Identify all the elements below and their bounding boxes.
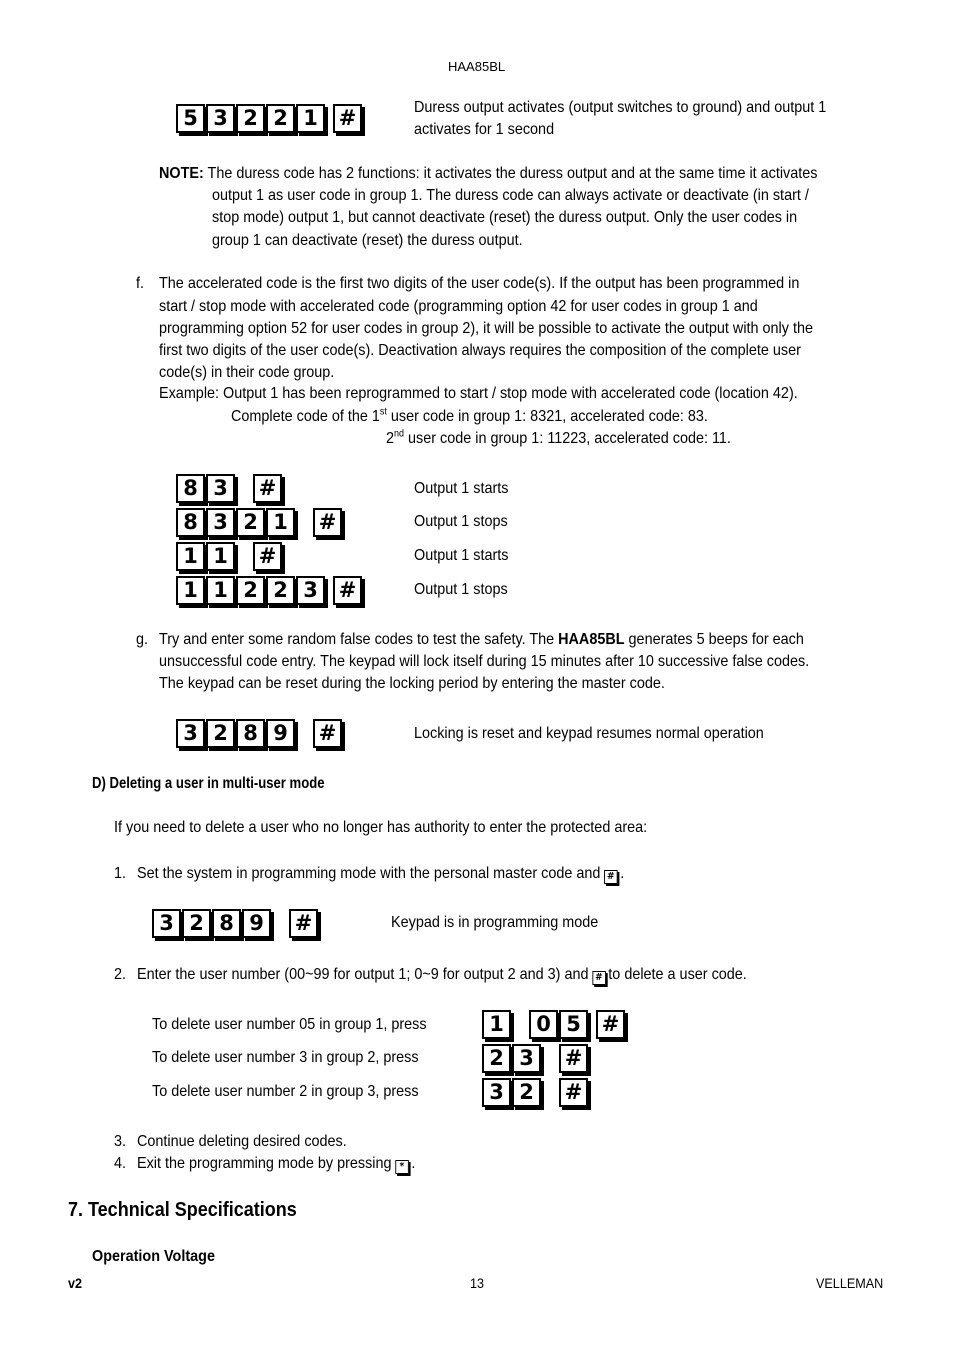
key-1: 1 (266, 508, 295, 537)
keypad-sequence-8321 (176, 508, 342, 540)
key-8: 8 (176, 474, 205, 503)
key-3: 3 (296, 576, 325, 605)
key-9: 9 (242, 909, 271, 938)
section-7-subtitle: Operation Voltage (92, 1248, 215, 1265)
key-hash: # (596, 1010, 625, 1039)
delete-row-1-label: To delete user number 05 in group 1, press (152, 1016, 427, 1033)
delete-row-3-label: To delete user number 2 in group 3, press (152, 1083, 419, 1100)
keypad-sequence-duress (176, 104, 362, 136)
key-2: 2 (236, 508, 265, 537)
key-3: 3 (206, 474, 235, 503)
hash-key-icon: # (592, 971, 606, 985)
step-4-text: Exit the programming mode by pressing * . (137, 1155, 416, 1172)
key-hash: # (313, 719, 342, 748)
item-g-line-1: Try and enter some random false codes to test the safety. The HAA85BL generates 5 beeps for each (159, 631, 804, 648)
hash-key-icon: # (604, 870, 618, 884)
key-1: 1 (176, 576, 205, 605)
key-1: 1 (482, 1010, 511, 1039)
programming-result: Keypad is in programming mode (391, 914, 599, 931)
item-f-line-3: programming option 52 for user codes in group 2), it will be possible to activate the output with only the (159, 320, 813, 337)
duress-desc-1: Duress output activates (output switches to ground) and output 1 (414, 99, 827, 116)
item-f-example-2: 2nd user code in group 1: 11223, accelerated code: 11. (386, 428, 731, 447)
key-hash: # (289, 909, 318, 938)
note-label: NOTE: (159, 165, 204, 182)
footer-brand: VELLEMAN (816, 1275, 884, 1291)
star-key-icon: * (395, 1160, 409, 1174)
key-1: 1 (206, 542, 235, 571)
key-hash: # (559, 1044, 588, 1073)
key-1: 1 (206, 576, 235, 605)
step-2-text: Enter the user number (00~99 for output 1; 0~9 for output 2 and 3) and # to delete a user code. (137, 966, 747, 983)
keypad-sequence-11 (176, 542, 282, 574)
key-hash: # (313, 508, 342, 537)
key-hash: # (559, 1078, 588, 1107)
item-f-line-5: code(s) in their code group. (159, 364, 335, 381)
key-hash: # (333, 576, 362, 605)
item-f-line-4: first two digits of the user code(s). Deactivation always requires the composition of the complete user (159, 342, 801, 359)
item-f-line-1: The accelerated code is the first two digits of the user code(s). If the output has been programmed in (159, 275, 800, 292)
key-2: 2 (266, 104, 295, 133)
footer-page-number: 13 (470, 1275, 485, 1291)
item-g-line-3: The keypad can be reset during the locking period by entering the master code. (159, 675, 665, 692)
delete-row-2-label: To delete user number 3 in group 2, press (152, 1049, 419, 1066)
item-f-line-2: start / stop mode with accelerated code (programming option 42 for user codes in group 1 and (159, 298, 758, 315)
key-2: 2 (206, 719, 235, 748)
step-1-text: Set the system in programming mode with the personal master code and # . (137, 865, 625, 882)
item-g-marker: g. (136, 631, 149, 648)
key-9: 9 (266, 719, 295, 748)
key-0: 0 (529, 1010, 558, 1039)
keypad-sequence-programming (152, 909, 318, 941)
keypad-sequence-delete-23 (482, 1044, 588, 1076)
key-5: 5 (559, 1010, 588, 1039)
section-d-title: D) Deleting a user in multi-user mode (92, 775, 325, 792)
key-hash: # (253, 542, 282, 571)
row-4-label: Output 1 stops (414, 581, 508, 598)
key-3: 3 (152, 909, 181, 938)
key-1: 1 (176, 542, 205, 571)
key-8: 8 (236, 719, 265, 748)
item-f-example-1: Complete code of the 1st user code in group 1: 8321, accelerated code: 83. (231, 406, 708, 425)
row-2-label: Output 1 stops (414, 513, 508, 530)
keypad-sequence-delete-105 (482, 1010, 625, 1042)
row-1-label: Output 1 starts (414, 480, 509, 497)
row-3-label: Output 1 starts (414, 547, 509, 564)
note-line-4: group 1 can deactivate (reset) the duress output. (212, 232, 523, 249)
key-2: 2 (236, 104, 265, 133)
step-2-number: 2. (114, 966, 127, 983)
key-2: 2 (512, 1078, 541, 1107)
item-g-line-2: unsuccessful code entry. The keypad will lock itself during 15 minutes after 10 successive false codes. (159, 653, 810, 670)
keypad-sequence-83 (176, 474, 282, 506)
key-2: 2 (266, 576, 295, 605)
keypad-sequence-master-reset (176, 719, 342, 751)
key-2: 2 (482, 1044, 511, 1073)
key-3: 3 (512, 1044, 541, 1073)
section-d-intro: If you need to delete a user who no longer has authority to enter the protected area: (114, 819, 648, 836)
item-f-example: Example: Output 1 has been reprogrammed to start / stop mode with accelerated code (location 42). (159, 385, 798, 402)
footer-version: v2 (68, 1275, 83, 1291)
keypad-sequence-delete-32 (482, 1078, 588, 1110)
step-4-number: 4. (114, 1155, 127, 1172)
key-2: 2 (236, 576, 265, 605)
key-1: 1 (296, 104, 325, 133)
step-3-number: 3. (114, 1133, 127, 1150)
key-3: 3 (206, 508, 235, 537)
item-g-result: Locking is reset and keypad resumes normal operation (414, 725, 764, 742)
step-3-text: Continue deleting desired codes. (137, 1133, 347, 1150)
item-f-marker: f. (136, 275, 145, 292)
page-header-model: HAA85BL (448, 59, 506, 74)
keypad-sequence-11223 (176, 576, 362, 608)
note-line-1: NOTE: The duress code has 2 functions: it activates the duress output and at the same time it activates (159, 165, 818, 182)
key-8: 8 (212, 909, 241, 938)
note-line-2: output 1 as user code in group 1. The duress code can always activate or deactivate (in start / (212, 187, 809, 204)
section-7-title: 7. Technical Specifications (68, 1199, 297, 1221)
key-3: 3 (482, 1078, 511, 1107)
step-1-number: 1. (114, 865, 127, 882)
key-8: 8 (176, 508, 205, 537)
key-5: 5 (176, 104, 205, 133)
duress-desc-2: activates for 1 second (414, 121, 555, 138)
key-3: 3 (206, 104, 235, 133)
note-line-3: stop mode) output 1, but cannot deactivate (reset) the duress output. Only the user codes in (212, 209, 798, 226)
key-hash: # (253, 474, 282, 503)
key-2: 2 (182, 909, 211, 938)
key-3: 3 (176, 719, 205, 748)
key-hash: # (333, 104, 362, 133)
